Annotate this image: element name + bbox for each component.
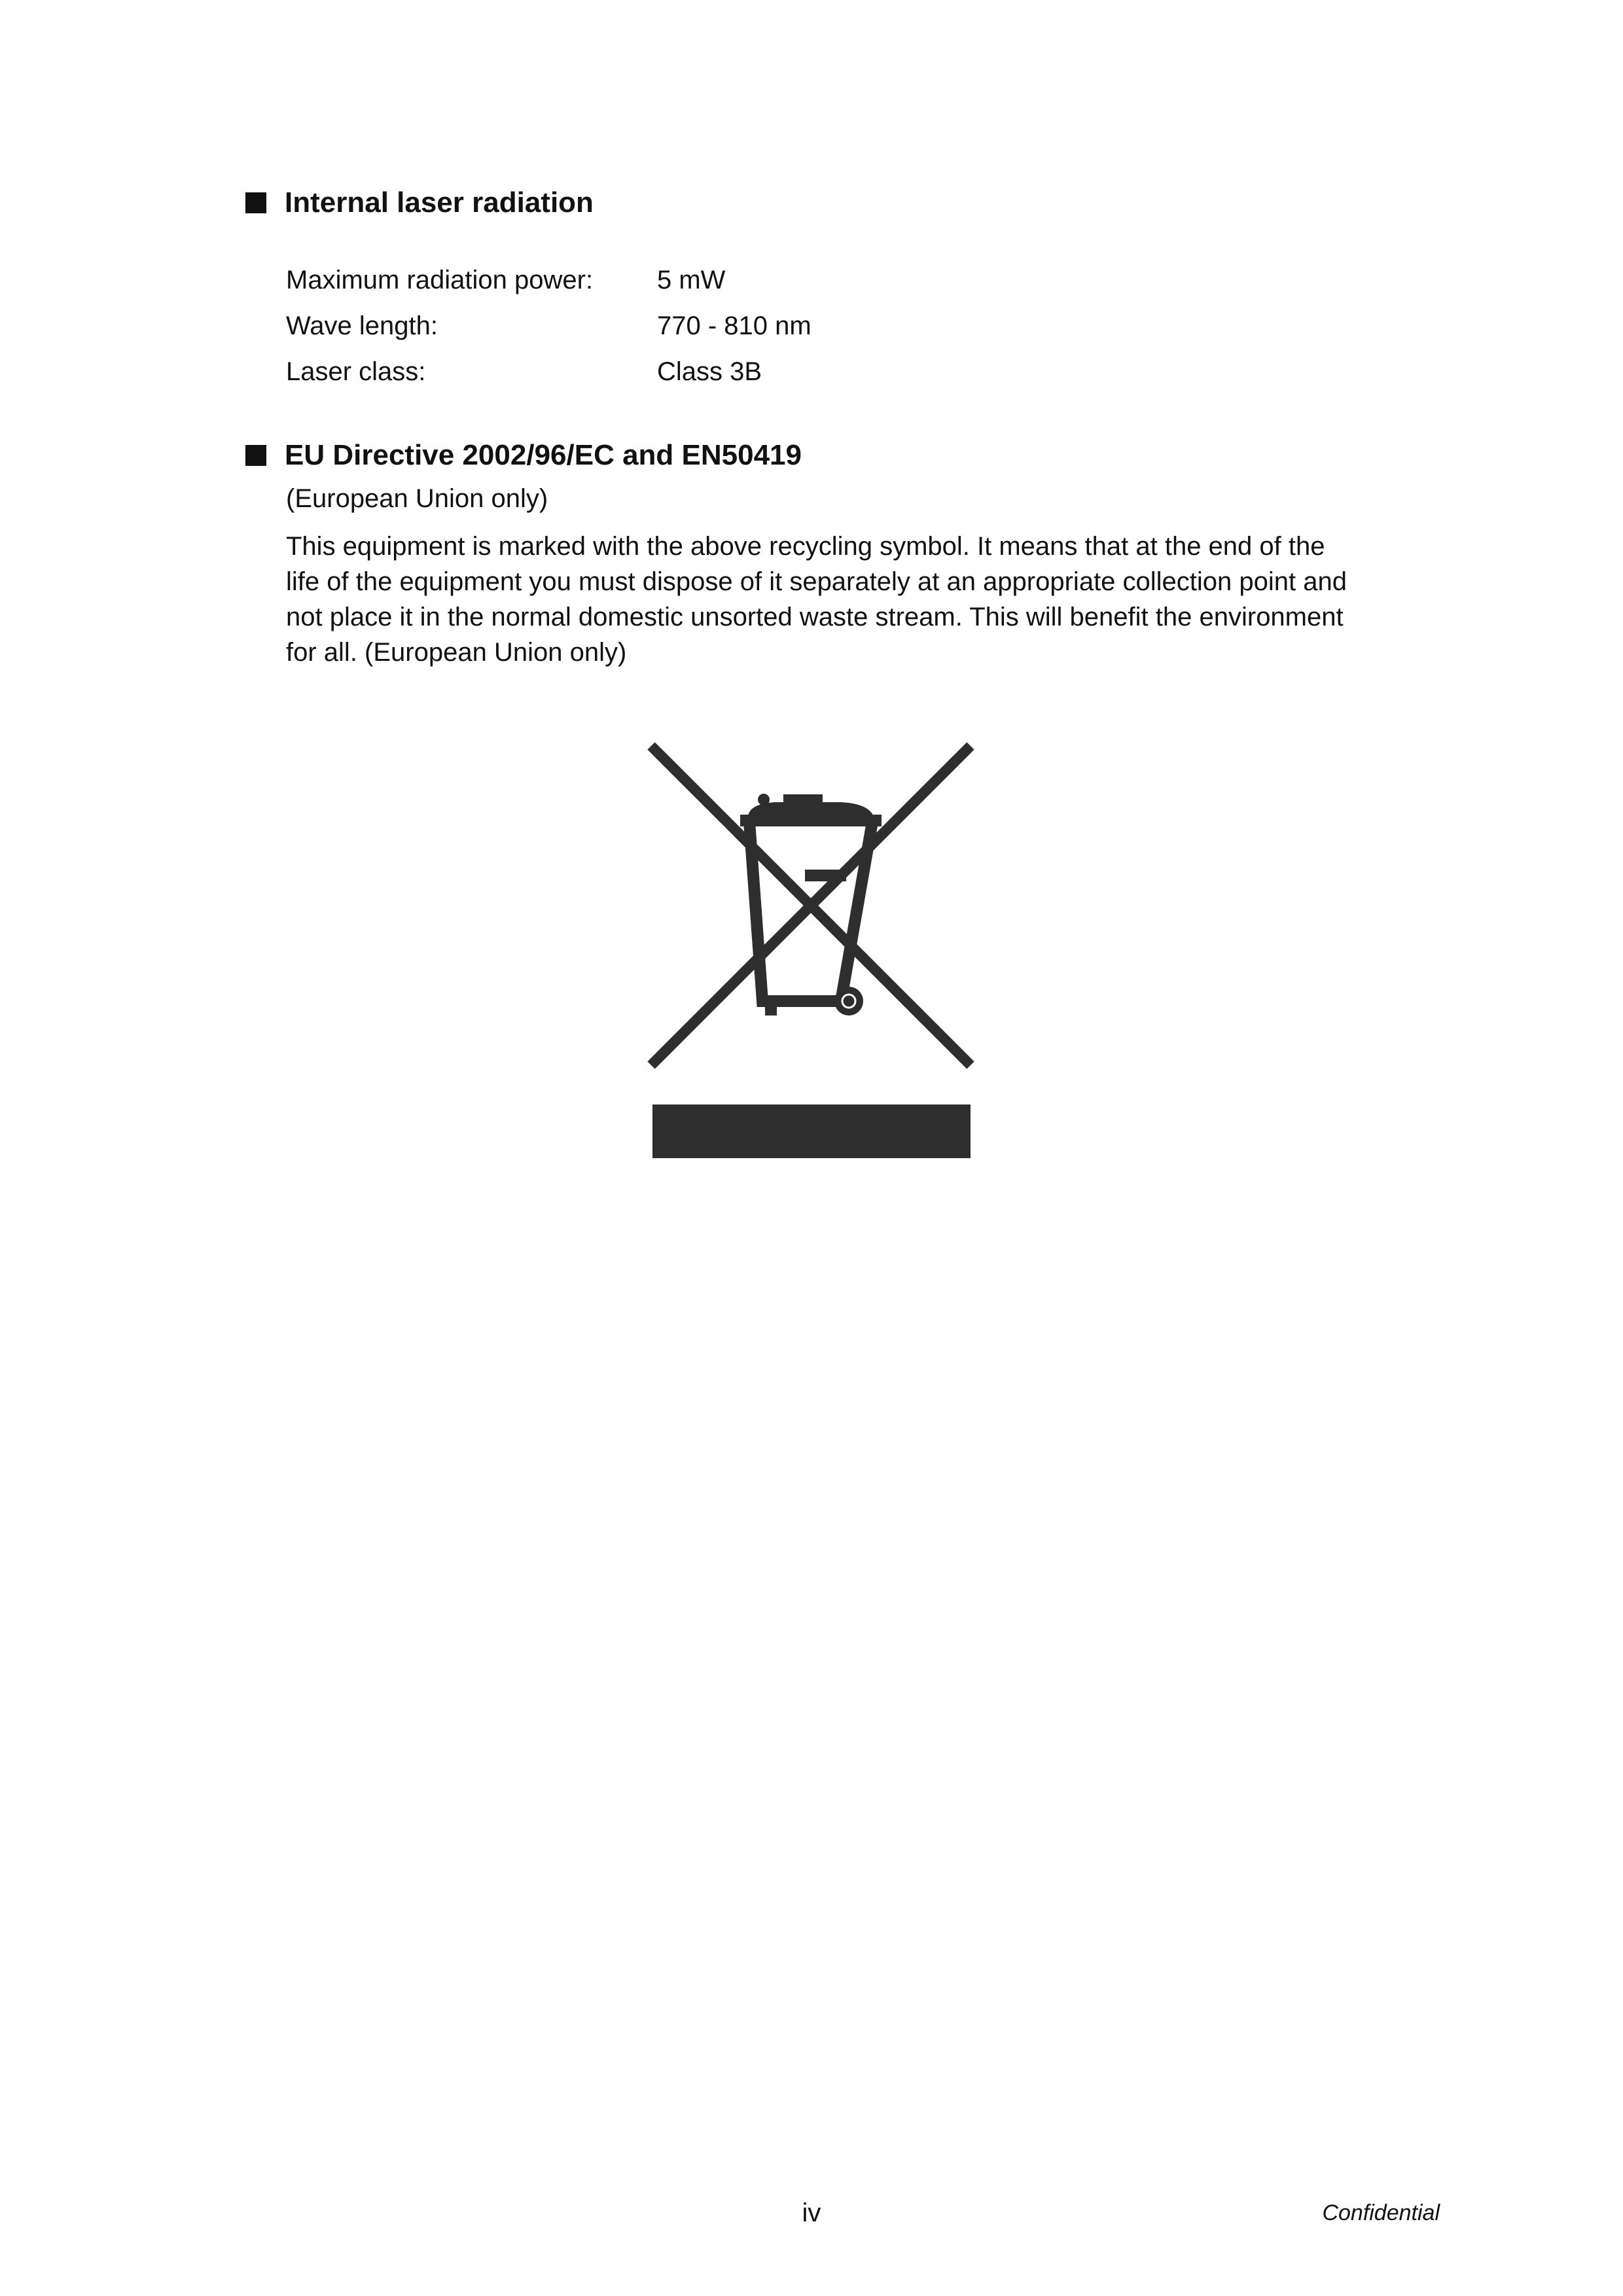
square-bullet-icon [245,192,266,213]
heading-text: Internal laser radiation [285,186,594,219]
heading-text: EU Directive 2002/96/EC and EN50419 [285,439,802,471]
heading-internal-laser-radiation [245,186,594,220]
heading-eu-directive [245,438,802,472]
crossed-out-wheelie-bin-icon [645,739,978,1165]
spec-label-class: Laser class: [286,357,426,386]
underline-bar [652,1104,971,1158]
spec-value-power: 5 mW [657,266,726,294]
square-bullet-icon [245,445,266,466]
page-number: iv [802,2199,821,2227]
bin-wheel [834,987,863,1016]
spec-value-class: Class 3B [657,357,762,386]
confidential-label: Confidential [1322,2200,1440,2225]
eu-only-note: (European Union only) [286,484,548,513]
lid-handle [783,794,823,804]
spec-value-wavelength: 770 - 810 nm [657,311,812,340]
lid-knob [758,794,770,805]
directive-paragraph: This equipment is marked with the above recycling symbol. It means that at the end of the life of the equipment you must dispose of it separately at an appropriate collection point and not place it in the normal domestic unsorted waste stream. This will benefit the environment for all. (European Union only) [286,532,1347,667]
spec-label-power: Maximum radiation power: [286,266,594,294]
bin-foot [765,998,777,1016]
spec-label-wavelength: Wave length: [286,311,438,340]
